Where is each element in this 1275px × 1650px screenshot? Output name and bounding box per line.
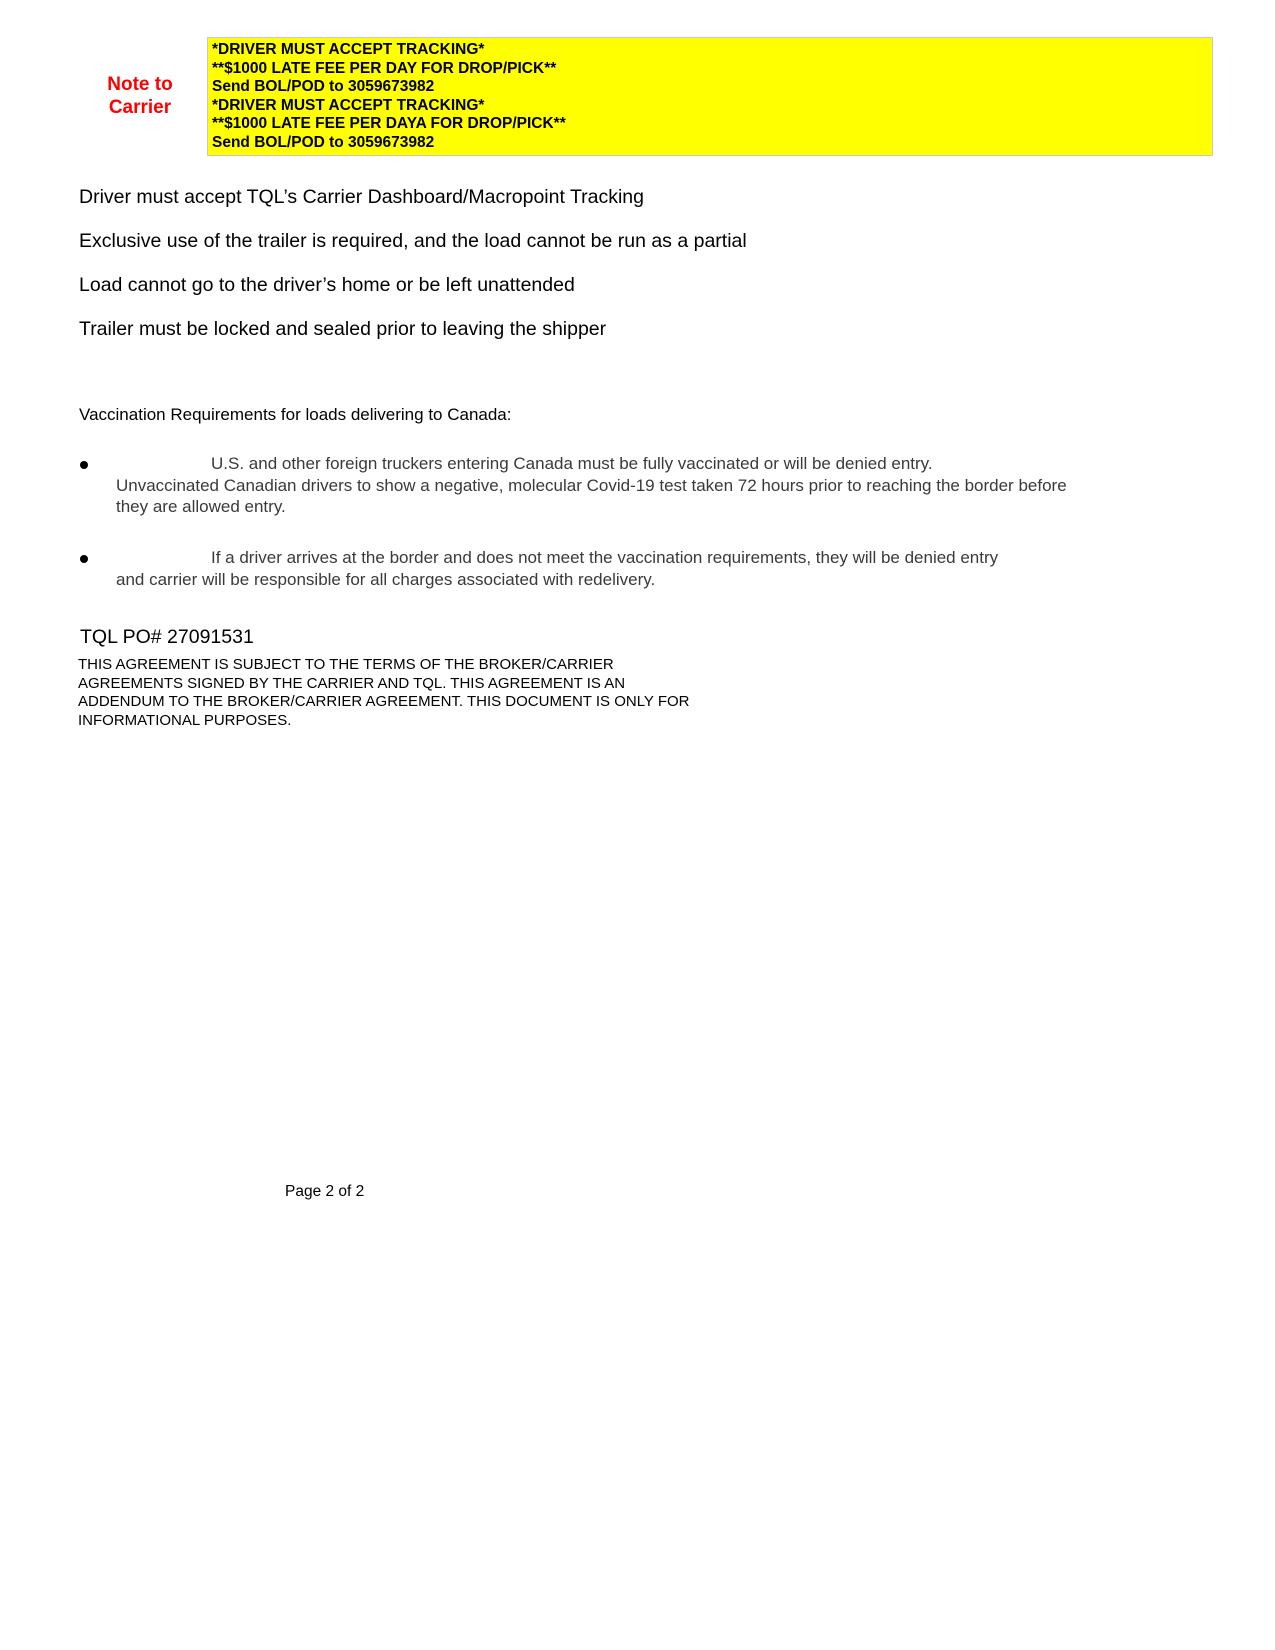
requirement-no-home: Load cannot go to the driver’s home or be left unattended [79, 274, 575, 296]
note-highlight-box [207, 37, 1213, 156]
vaccination-bullet [116, 547, 1096, 590]
agreement-line: INFORMATIONAL PURPOSES. [78, 711, 292, 729]
agreement-text [78, 656, 778, 730]
note-line: *DRIVER MUST ACCEPT TRACKING* [212, 41, 485, 58]
note-line: Send BOL/POD to 3059673982 [212, 133, 435, 151]
requirement-locked-sealed: Trailer must be locked and sealed prior to leaving the shipper [79, 318, 607, 340]
note-label-line-2: Carrier [108, 97, 172, 118]
requirement-tracking: Driver must accept TQL’s Carrier Dashboard/Macropoint Tracking [79, 186, 644, 208]
note-line: Send BOL/POD to 3059673982 [212, 78, 435, 95]
bullet-continuation: Unvaccinated Canadian drivers to show a negative, molecular Covid-19 test taken 72 hours prior to reaching the border before they are allowed entry. [116, 475, 1067, 516]
bullet-dot [80, 461, 88, 469]
po-number: TQL PO# 27091531 [80, 626, 254, 648]
agreement-line: ADDENDUM TO THE BROKER/CARRIER AGREEMENT. THIS DOCUMENT IS ONLY FOR [78, 693, 690, 710]
agreement-line: AGREEMENTS SIGNED BY THE CARRIER AND TQL. THIS AGREEMENT IS AN [78, 674, 626, 692]
page-number: Page 2 of 2 [285, 1183, 365, 1200]
bullet-first-line: U.S. and other foreign truckers entering Canada must be fully vaccinated or will be denied entry. [211, 454, 933, 473]
bullet-first-line: If a driver arrives at the border and does not meet the vaccination requirements, they will be denied entry [211, 548, 999, 567]
note-to-carrier-label [92, 73, 188, 119]
note-line: *DRIVER MUST ACCEPT TRACKING* [212, 96, 485, 114]
note-label-line-1: Note to [107, 74, 173, 95]
note-line: **$1000 LATE FEE PER DAY FOR DROP/PICK** [212, 59, 557, 77]
vaccination-bullet [116, 453, 1096, 518]
note-line: **$1000 LATE FEE PER DAYA FOR DROP/PICK** [212, 115, 566, 132]
vaccination-heading: Vaccination Requirements for loads delivering to Canada: [79, 405, 512, 424]
agreement-line: THIS AGREEMENT IS SUBJECT TO THE TERMS OF THE BROKER/CARRIER [78, 656, 614, 673]
bullet-dot [80, 555, 88, 563]
bullet-continuation: and carrier will be responsible for all charges associated with redelivery. [116, 569, 656, 589]
requirement-exclusive-trailer: Exclusive use of the trailer is required, and the load cannot be run as a partial [79, 230, 747, 252]
